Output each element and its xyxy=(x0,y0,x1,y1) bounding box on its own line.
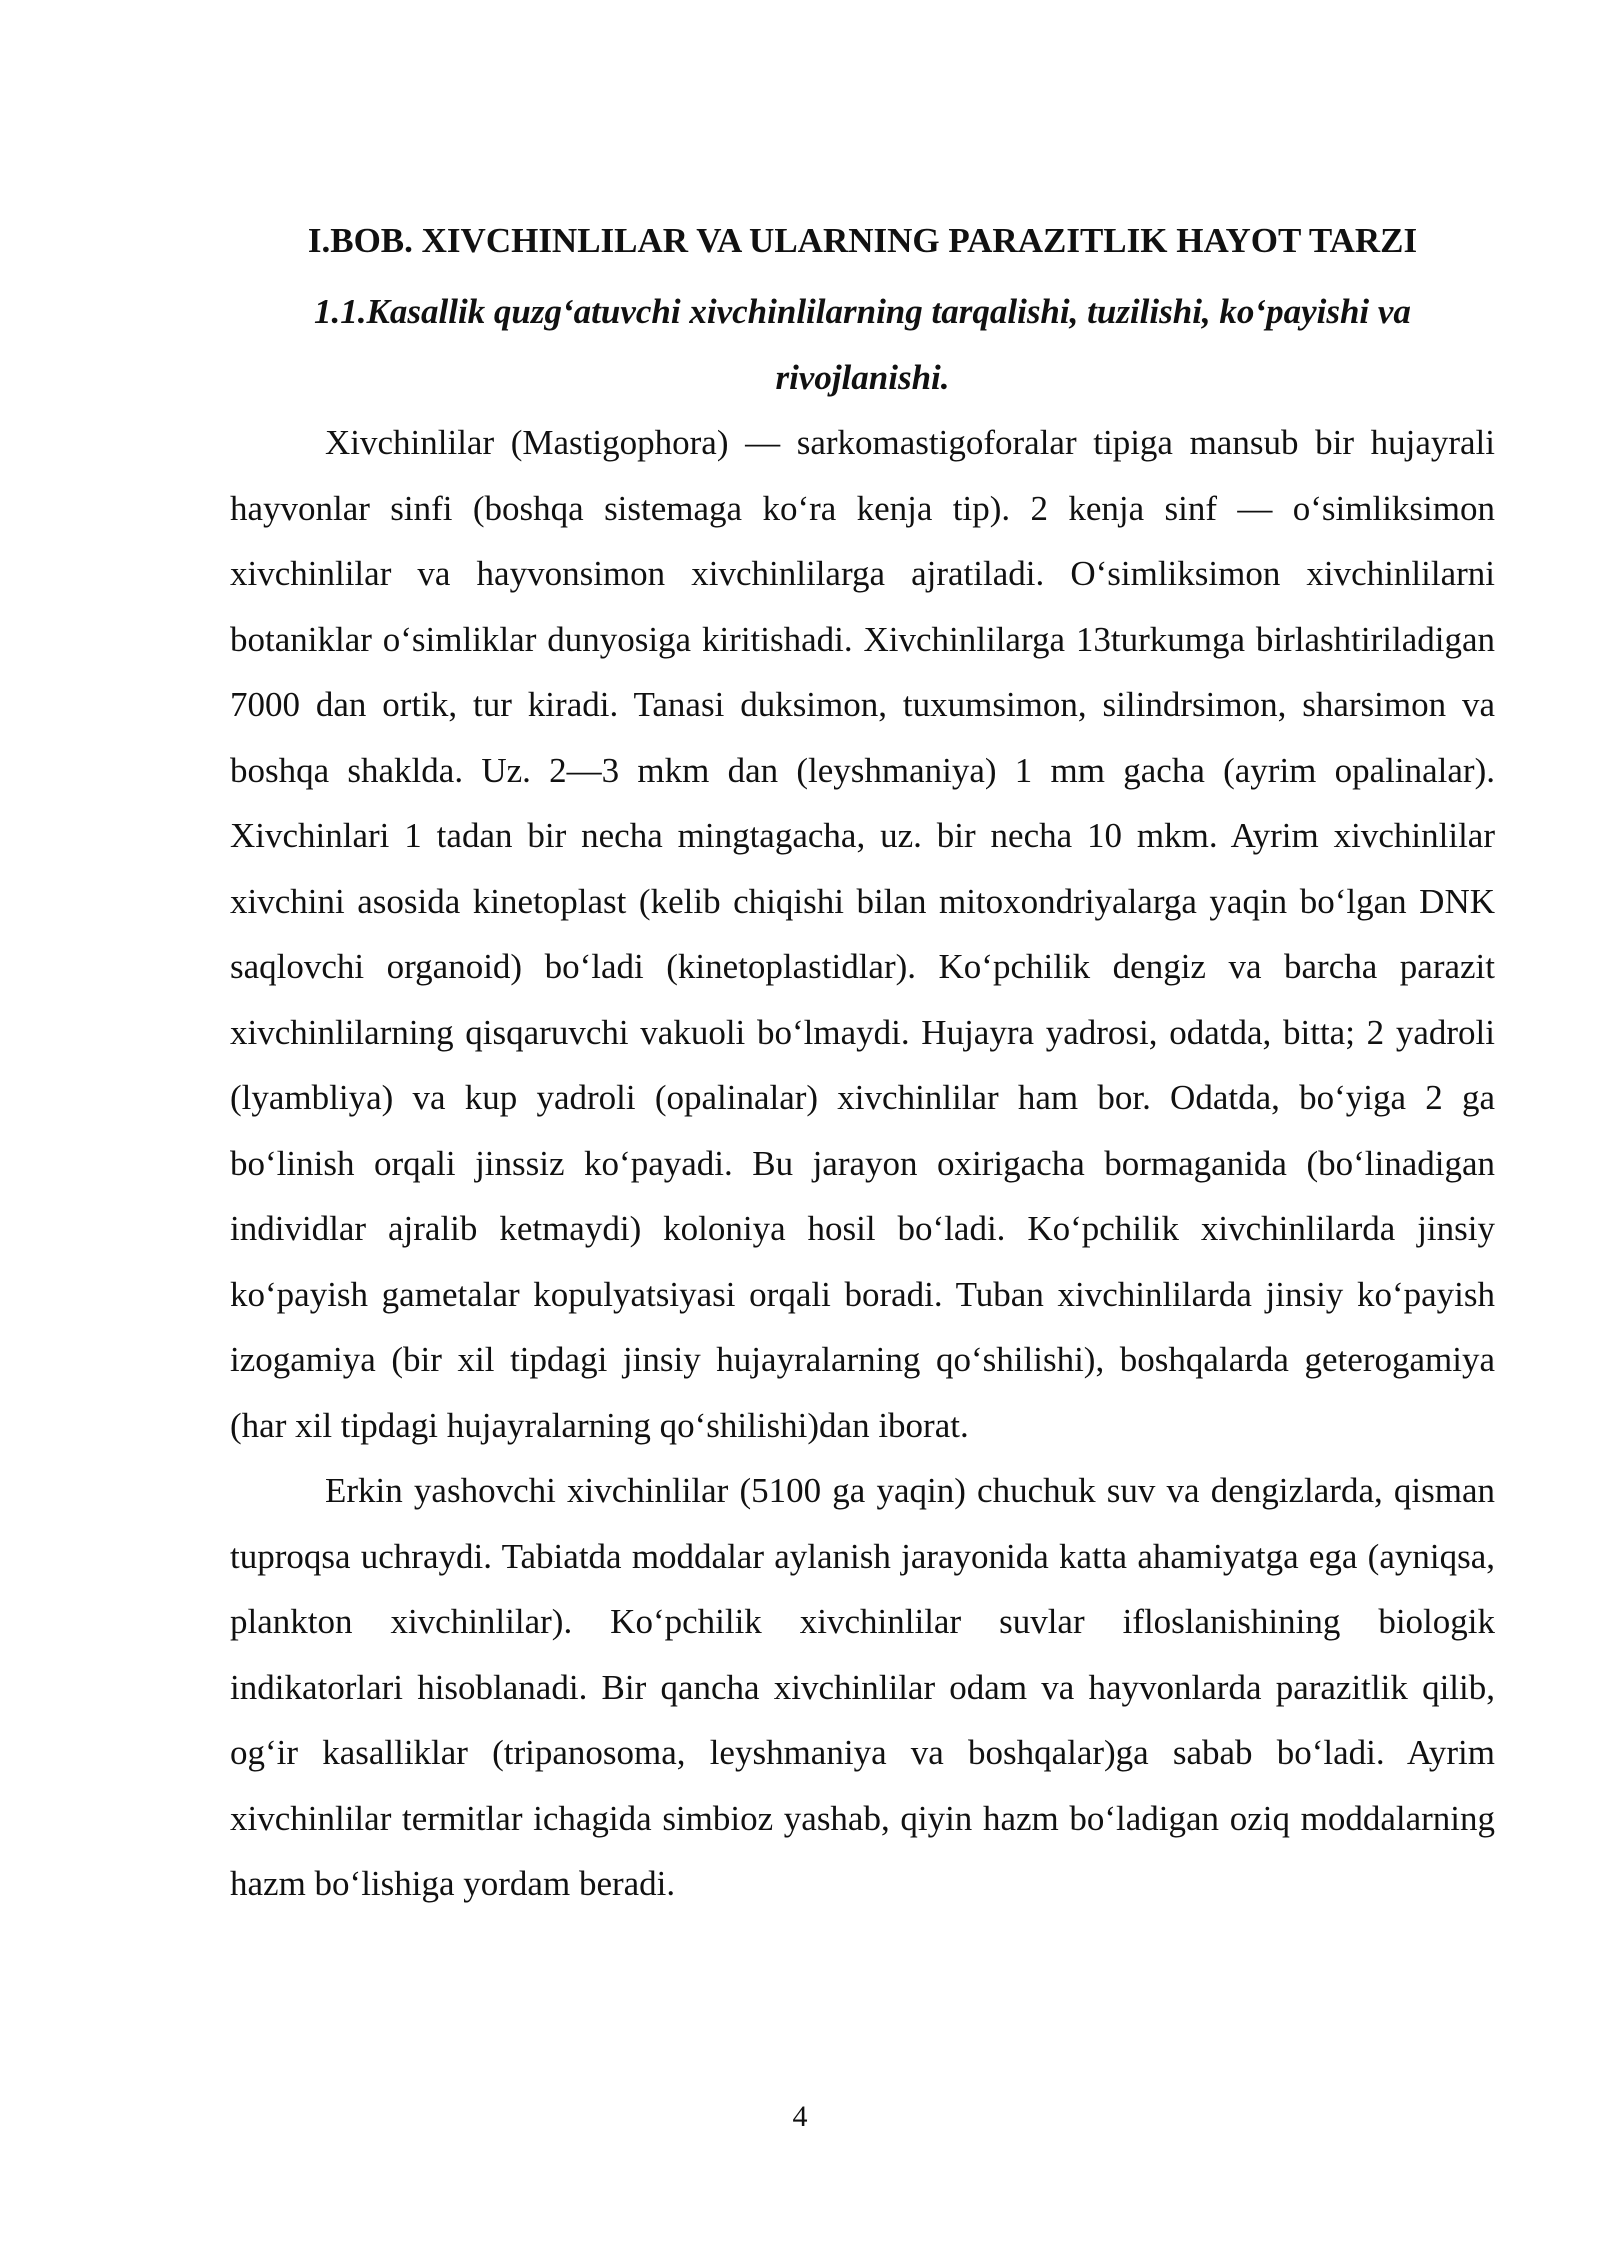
page-content xyxy=(230,215,1495,1917)
chapter-title: I.BOB. XIVCHINLILAR VA ULARNING PARAZITLIK HAYOT TARZI xyxy=(307,221,1418,260)
body-paragraph-2: Erkin yashovchi xivchinlilar (5100 ga yaqin) chuchuk suv va dengizlarda, qisman tuproqsa uchraydi. Tabiatda moddalar aylanish jarayonida katta ahamiyatga ega (ayniqsa, plankton xivchinlilar). Ko‘pchilik xivchinlilar suvlar ifloslanishining biologik indikatorlari hisoblanadi. Bir qancha xivchinlilar odam va hayvonlarda parazitlik qilib, og‘ir kasalliklar (tripanosoma, leyshmaniya va boshqalar)ga sabab bo‘ladi. Ayrim xivchinlilar termitlar ichagida simbioz yashab, qiyin hazm bo‘ladigan oziq moddalarning hazm bo‘lishiga yordam beradi. xyxy=(230,1471,1495,1903)
section-title: 1.1.Kasallik quzg‘atuvchi xivchinlilarning tarqalishi, tuzilishi, ko‘payishi va rivojlanishi. xyxy=(314,292,1411,397)
body-paragraph-1: Xivchinlilar (Mastigophora) — sarkomastigoforalar tipiga mansub bir hujayrali hayvonlar sinfi (boshqa sistemaga ko‘ra kenja tip). 2 kenja sinf — o‘simliksimon xivchinlilar va hayvonsimon xivchinlilarga ajratiladi. O‘simliksimon xivchinlilarni botaniklar o‘simliklar dunyosiga kiritishadi. Xivchinlilarga 13turkumga birlashtiriladigan 7000 dan ortik, tur kiradi. Tanasi duksimon, tuxumsimon, silindrsimon, sharsimon va boshqa shaklda. Uz. 2—3 mkm dan (leyshmaniya) 1 mm gacha (ayrim opalinalar). Xivchinlari 1 tadan bir necha mingtagacha, uz. bir necha 10 mkm. Ayrim xivchinlilar xivchini asosida kinetoplast (kelib chiqishi bilan mitoxondriyalarga yaqin bo‘lgan DNK saqlovchi organoid) bo‘ladi (kinetoplastidlar). Ko‘pchilik dengiz va barcha parazit xivchinlilarning qisqaruvchi vakuoli bo‘lmaydi. Hujayra yadrosi, odatda, bitta; 2 yadroli (lyambliya) va kup yadroli (opalinalar) xivchinlilar ham bor. Odatda, bo‘yiga 2 ga bo‘linish orqali jinssiz ko‘payadi. Bu jarayon oxirigacha bormaganida (bo‘linadigan individlar ajralib ketmaydi) koloniya hosil bo‘ladi. Ko‘pchilik xivchinlilarda jinsiy ko‘payish gametalar kopulyatsiyasi orqali boradi. Tuban xivchinlilarda jinsiy ko‘payish izogamiya (bir xil tipdagi jinsiy hujayralarning qo‘shilishi), boshqalarda geterogamiya (har xil tipdagi hujayralarning qo‘shilishi)dan iborat. xyxy=(230,423,1495,1445)
page-number: 4 xyxy=(792,2100,808,2133)
